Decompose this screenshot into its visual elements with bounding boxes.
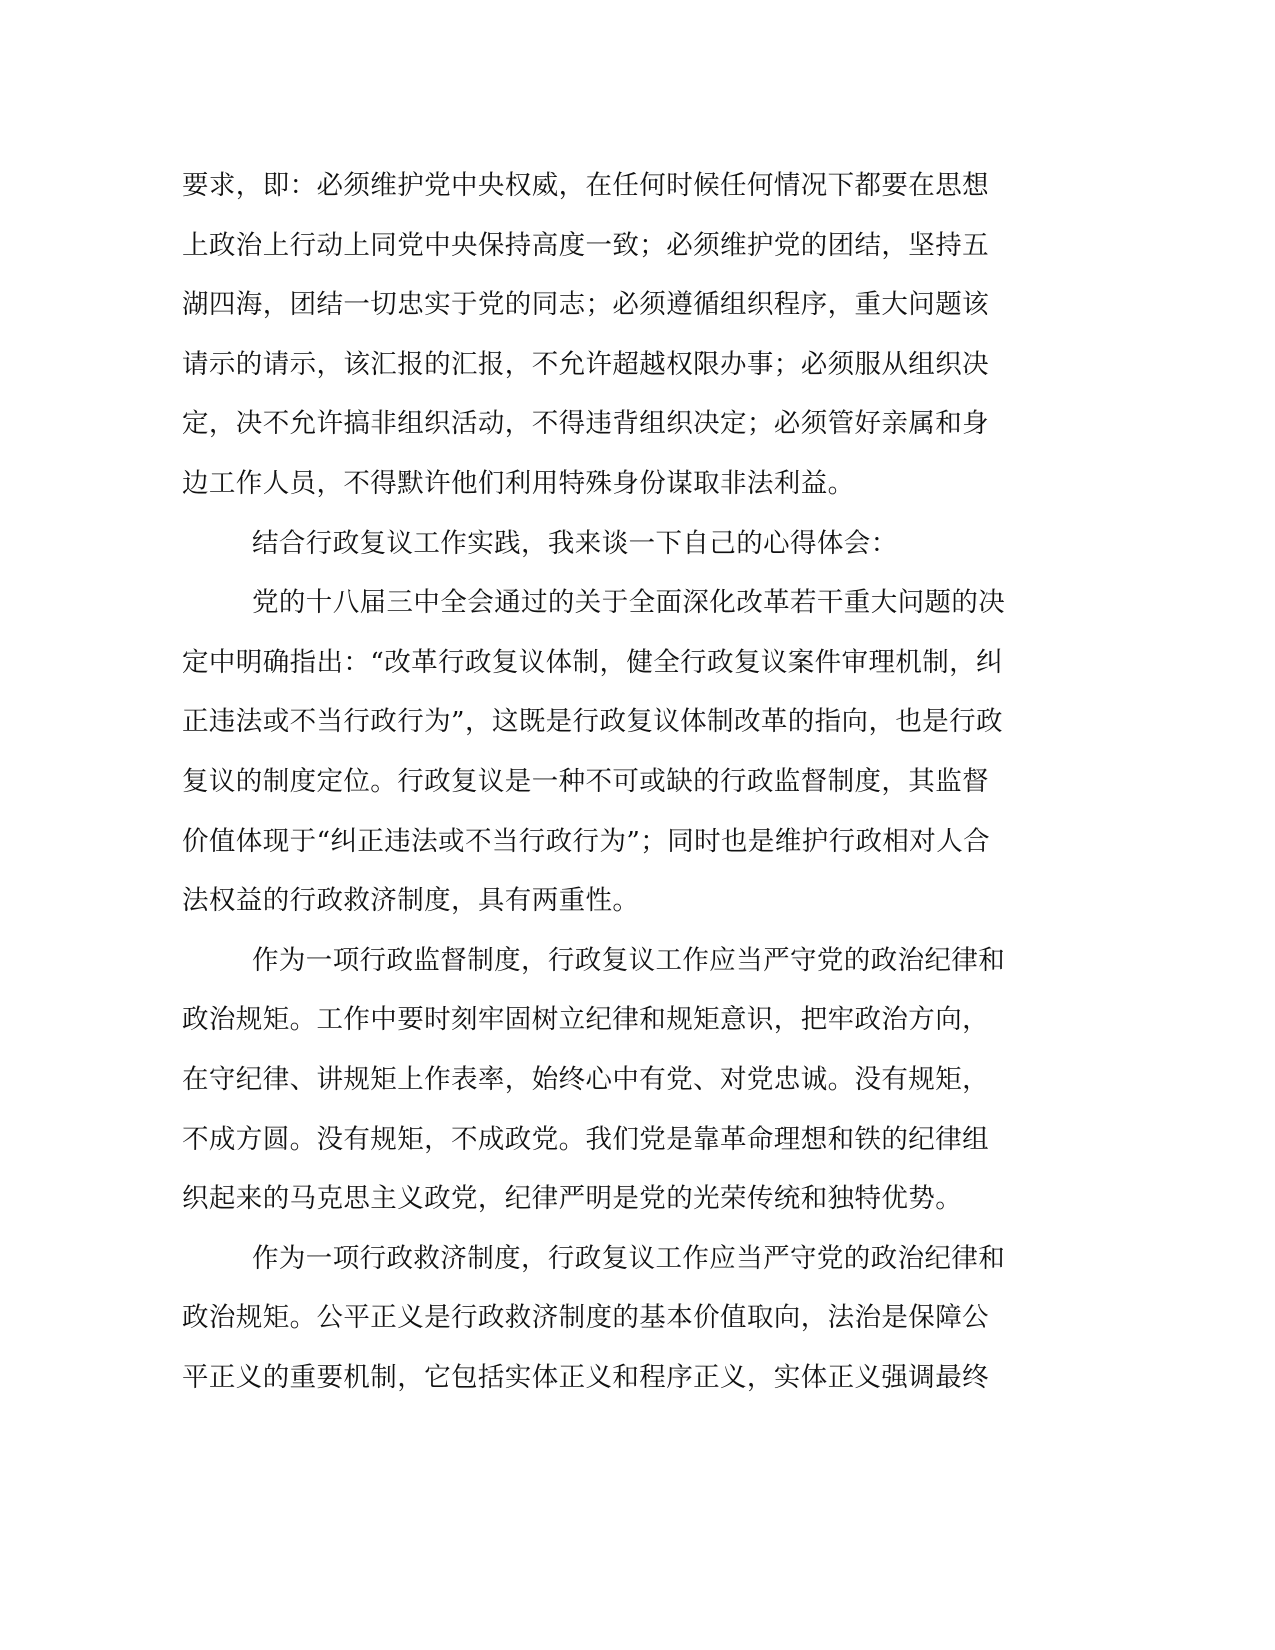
paragraph-first-line: 作为一项行政救济制度，行政复议工作应当严守党的政治纪律和 [252, 1242, 1006, 1274]
text-line: 定中明确指出：“改革行政复议体制，健全行政复议案件审理机制，纠 [182, 646, 1003, 678]
text-line: 复议的制度定位。行政复议是一种不可或缺的行政监督制度，其监督 [182, 765, 989, 797]
text-line: 湖四海，团结一切忠实于党的同志；必须遵循组织程序，重大问题该 [182, 289, 989, 321]
text-line: 政治规矩。公平正义是行政救济制度的基本价值取向，法治是保障公 [182, 1302, 989, 1334]
text-line: 正违法或不当行政行为”，这既是行政复议体制改革的指向，也是行政 [182, 706, 1003, 738]
text-line: 要求，即：必须维护党中央权威，在任何时候任何情况下都要在思想 [182, 170, 989, 201]
text-line: 法权益的行政救济制度，具有两重性。 [182, 885, 640, 917]
paragraph-first-line: 结合行政复议工作实践，我来谈一下自己的心得体会： [252, 527, 898, 559]
text-line: 织起来的马克思主义政党，纪律严明是党的光荣传统和独特优势。 [182, 1183, 963, 1215]
paragraph-first-line: 党的十八届三中全会通过的关于全面深化改革若干重大问题的决 [252, 587, 1006, 619]
text-line: 平正义的重要机制，它包括实体正义和程序正义，实体正义强调最终 [182, 1361, 989, 1393]
text-line: 不成方圆。没有规矩，不成政党。我们党是靠革命理想和铁的纪律组 [182, 1123, 989, 1155]
text-line: 定，决不允许搞非组织活动，不得违背组织决定；必须管好亲属和身 [182, 408, 989, 440]
text-line: 上政治上行动上同党中央保持高度一致；必须维护党的团结，坚持五 [182, 229, 989, 261]
text-line: 政治规矩。工作中要时刻牢固树立纪律和规矩意识，把牢政治方向， [182, 1004, 989, 1036]
paragraph-first-line: 作为一项行政监督制度，行政复议工作应当严守党的政治纪律和 [252, 944, 1006, 976]
text-line: 价值体现于“纠正违法或不当行政行为”；同时也是维护行政相对人合 [182, 825, 990, 857]
text-line: 请示的请示，该汇报的汇报，不允许超越权限办事；必须服从组织决 [182, 348, 989, 380]
text-line: 边工作人员，不得默许他们利用特殊身份谋取非法利益。 [182, 467, 855, 499]
body-text [182, 156, 1032, 1407]
text-line: 在守纪律、讲规矩上作表率，始终心中有党、对党忠诚。没有规矩， [182, 1063, 989, 1095]
